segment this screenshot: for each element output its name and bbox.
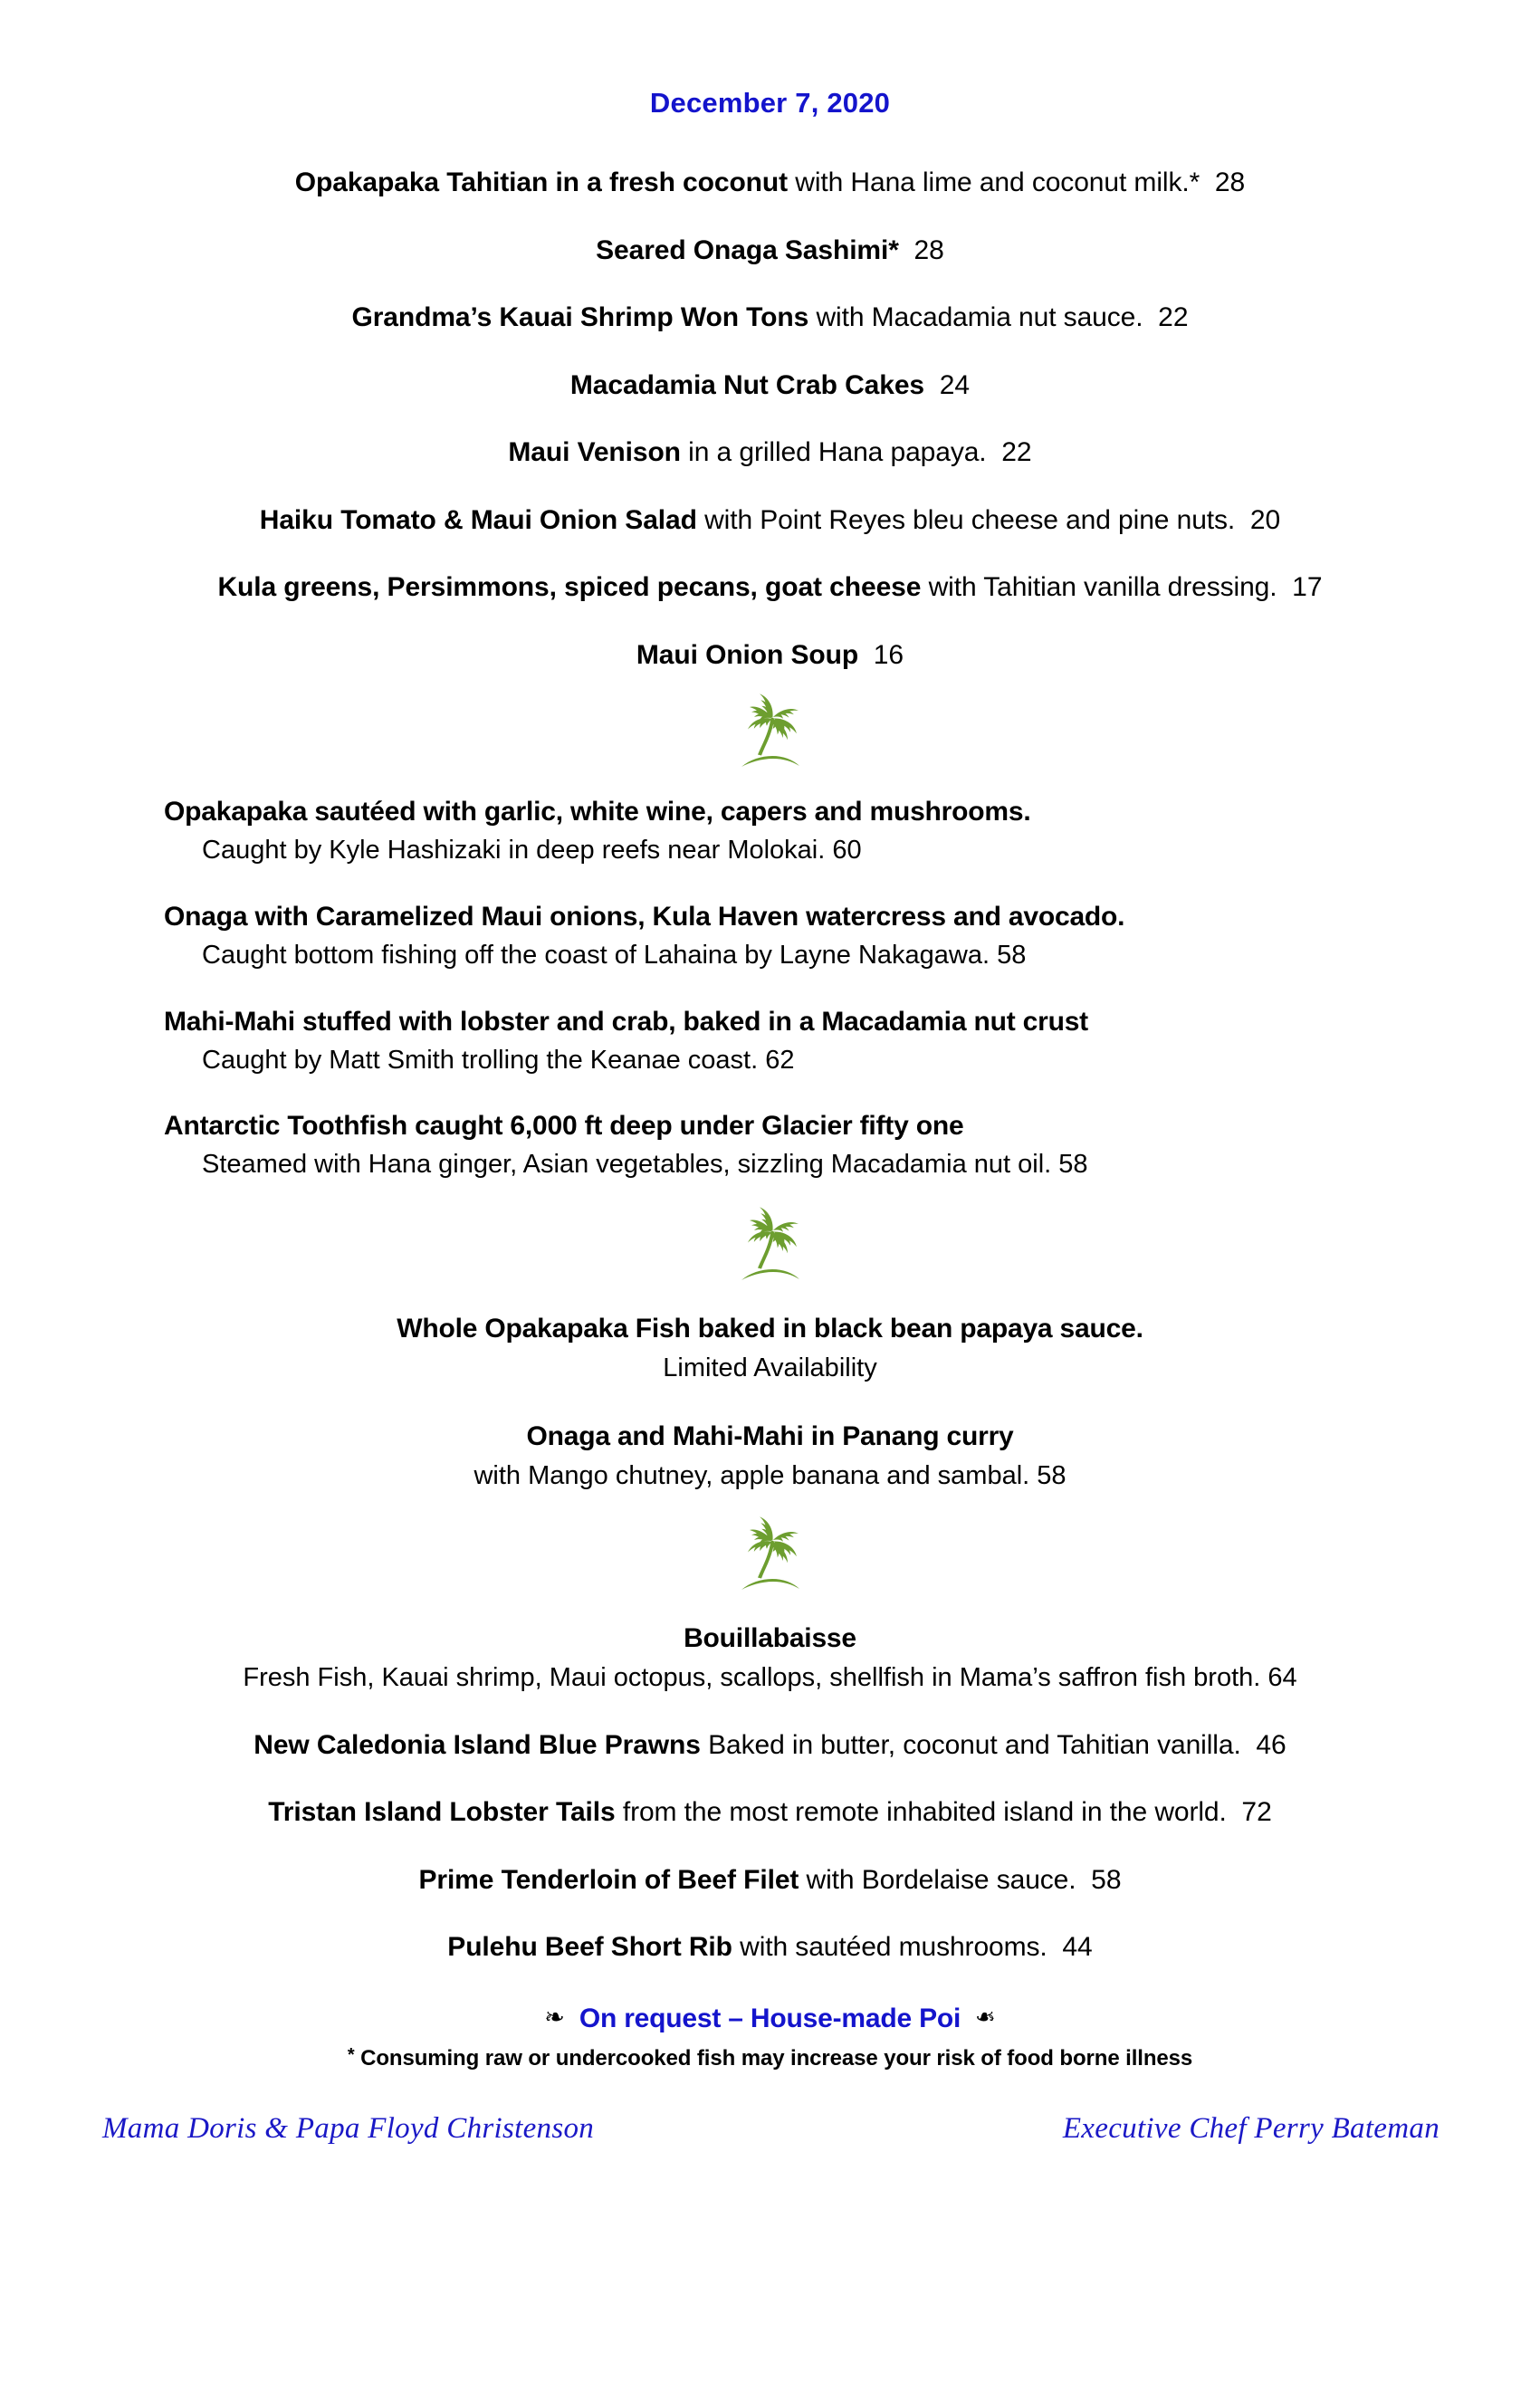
item-name: Haiku Tomato & Maui Onion Salad: [259, 504, 697, 535]
section-divider: [86, 1516, 1454, 1599]
item-price: 46: [1256, 1729, 1287, 1760]
item-name: New Caledonia Island Blue Prawns: [253, 1729, 701, 1760]
item-name: Tristan Island Lobster Tails: [268, 1797, 616, 1828]
item-description: from the most remote inhabited island in the world.: [615, 1797, 1227, 1828]
special-description: Fresh Fish, Kauai shrimp, Maui octopus, scallops, shellfish in Mama’s saffron fish broth. 64: [243, 1662, 1297, 1692]
signature-row: [86, 2111, 1454, 2145]
palm-tree-icon: [732, 1516, 808, 1599]
item-price: 28: [913, 234, 944, 265]
section-divider: [86, 1206, 1454, 1289]
leaf-ornament-right-icon: ❧: [975, 2003, 996, 2031]
item-price: 22: [1158, 302, 1189, 332]
disclaimer-text: Consuming raw or undercooked fish may increase your risk of food borne illness: [360, 2045, 1193, 2071]
palm-tree-icon: [732, 1206, 808, 1289]
section-divider: [86, 693, 1454, 776]
menu-item-row: [86, 640, 1454, 672]
item-name: Prime Tenderloin of Beef Filet: [418, 1864, 799, 1895]
poi-request-line: [86, 2005, 1454, 2032]
item-description: with Point Reyes bleu cheese and pine nuts.: [696, 504, 1236, 535]
entree-block: [86, 1006, 1454, 1076]
item-description: with Hana lime and coconut milk.*: [788, 167, 1200, 197]
menu-item-row: [86, 1797, 1454, 1829]
final-items-section: [86, 1730, 1454, 1964]
leaf-ornament-left-icon: ❧: [544, 2003, 565, 2031]
item-description: with Tahitian vanilla dressing.: [921, 572, 1277, 602]
entree-description: Caught bottom fishing off the coast of Lahaina by Layne Nakagawa. 58: [202, 940, 1027, 970]
item-name: Kula greens, Persimmons, spiced pecans, goat cheese: [217, 572, 922, 602]
entree-description: Caught by Kyle Hashizaki in deep reefs near Molokai. 60: [202, 836, 862, 865]
item-price: 24: [939, 369, 971, 400]
entree-block: [86, 901, 1454, 971]
item-name: Opakapaka Tahitian in a fresh coconut: [294, 167, 789, 197]
appetizer-section: [86, 167, 1454, 671]
menu-item-row: [86, 302, 1454, 334]
item-description: in a grilled Hana papaya.: [680, 437, 987, 467]
menu-item-row: [86, 370, 1454, 402]
chef-signature: Executive Chef Perry Bateman: [1062, 2111, 1440, 2145]
item-description: with Bordelaise sauce.: [799, 1864, 1076, 1895]
item-price: 20: [1249, 504, 1281, 535]
special-block: [86, 1313, 1454, 1384]
special-block: [86, 1622, 1454, 1694]
menu-item-row: [86, 235, 1454, 267]
item-description: with sautéed mushrooms.: [732, 1932, 1047, 1963]
item-price: 17: [1292, 572, 1323, 602]
item-name: Pulehu Beef Short Rib: [447, 1932, 732, 1963]
special-block: [86, 1420, 1454, 1492]
specials-section: [86, 1313, 1454, 1492]
owner-signature: Mama Doris & Papa Floyd Christenson: [102, 2111, 595, 2145]
item-name: Maui Onion Soup: [636, 639, 859, 670]
menu-item-row: [86, 572, 1454, 604]
menu-item-row: [86, 437, 1454, 469]
item-name: Grandma’s Kauai Shrimp Won Tons: [351, 302, 809, 332]
menu-item-row: [86, 1730, 1454, 1762]
item-name: Maui Venison: [508, 437, 681, 467]
menu-item-row: [86, 505, 1454, 537]
menu-item-row: [86, 1932, 1454, 1964]
item-price: 72: [1241, 1797, 1272, 1828]
item-description: with Macadamia nut sauce.: [808, 302, 1143, 332]
entree-description: Caught by Matt Smith trolling the Keanae coast. 62: [202, 1045, 795, 1075]
entree-title: Onaga with Caramelized Maui onions, Kula Haven watercress and avocado.: [164, 901, 1125, 932]
raw-fish-disclaimer: [86, 2045, 1454, 2071]
item-price: 16: [873, 639, 904, 670]
entree-block: [86, 1110, 1454, 1181]
item-description: Baked in butter, coconut and Tahitian vanilla.: [700, 1729, 1241, 1760]
item-price: 28: [1214, 167, 1246, 197]
entree-description: Steamed with Hana ginger, Asian vegetables, sizzling Macadamia nut oil. 58: [202, 1150, 1088, 1180]
item-name: Macadamia Nut Crab Cakes: [569, 369, 925, 400]
entree-title: Antarctic Toothfish caught 6,000 ft deep under Glacier fifty one: [164, 1111, 964, 1142]
special-description: with Mango chutney, apple banana and sambal. 58: [473, 1460, 1067, 1490]
palm-tree-icon: [732, 693, 808, 776]
item-price: 58: [1091, 1864, 1122, 1895]
special-title: Onaga and Mahi-Mahi in Panang curry: [526, 1420, 1014, 1451]
special-title: Whole Opakapaka Fish baked in black bean papaya sauce.: [397, 1314, 1143, 1344]
menu-date: December 7, 2020: [649, 87, 891, 119]
entree-section: [86, 796, 1454, 1181]
entree-title: Opakapaka sautéed with garlic, white wine, capers and mushrooms.: [164, 797, 1031, 827]
item-price: 22: [1001, 437, 1032, 467]
item-name: Seared Onaga Sashimi*: [596, 234, 899, 265]
disclaimer-asterisk: *: [347, 2044, 355, 2065]
item-price: 44: [1062, 1932, 1093, 1963]
special-title: Bouillabaisse: [684, 1622, 856, 1653]
menu-item-row: [86, 167, 1454, 199]
entree-block: [86, 796, 1454, 866]
entree-title: Mahi-Mahi stuffed with lobster and crab, baked in a Macadamia nut crust: [164, 1006, 1088, 1037]
poi-request-text: On request – House-made Poi: [579, 2003, 961, 2033]
special-description: Limited Availability: [663, 1353, 877, 1383]
menu-item-row: [86, 1865, 1454, 1897]
